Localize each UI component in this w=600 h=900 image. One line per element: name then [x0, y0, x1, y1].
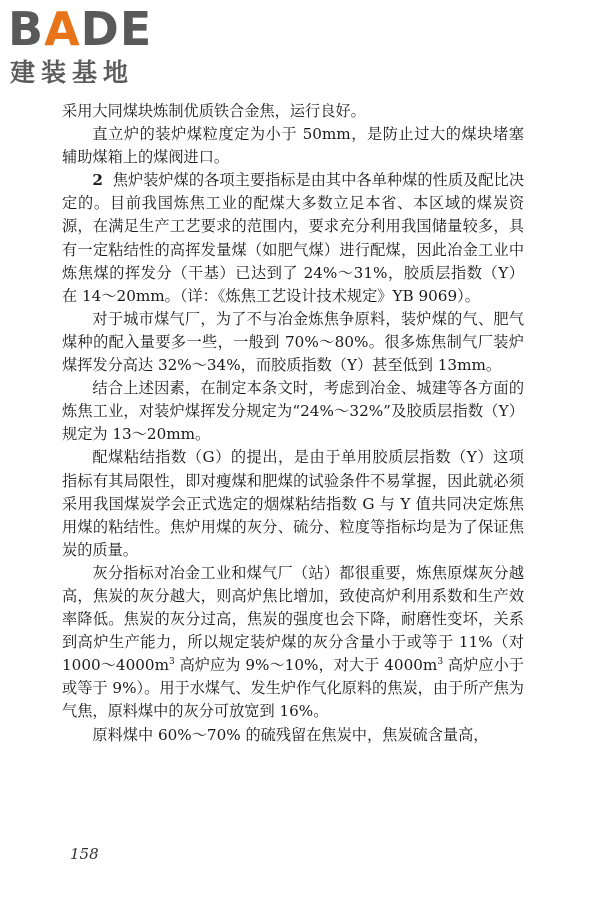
paragraph-6: 配煤粘结指数（G）的提出，是由于单用胶质层指数（Y）这项指标有其局限性，即对瘦煤和肥煤的试验条件不易掌握，因此就必须采用我国煤炭学会正式选定的烟煤粘结指数 G 与 Y 值共同决定炼焦用煤的粘结性。焦炉用煤的灰分、硫分、粒度等指标均是为了保证焦炭的质量。	[62, 448, 524, 559]
bade-logo	[8, 4, 183, 90]
paragraph-5: 结合上述因素，在制定本条文时，考虑到冶金、城建等各方面的炼焦工业，对装炉煤挥发分规定为“24%～32%”及胶质层指数（Y）规定为 13～20mm。	[62, 379, 524, 444]
paragraph-4: 对于城市煤气厂，为了不与冶金炼焦争原料，装炉煤的气、肥气煤种的配入量要多一些，一般到 70%～80%。很多炼焦制气厂装炉煤挥发分高达 32%～34%，而胶质指数（Y）甚至低到 13mm。	[62, 309, 524, 375]
paragraph-3-text: 焦炉装炉煤的各项主要指标是由其中各单种煤的性质及配比决定的。目前我国炼焦工业的配煤大多数立足本省、本区域的煤炭资源，在满足生产工艺要求的范围内，要求充分利用我国储量较多，具有一定粘结性的高挥发量煤（如肥气煤）进行配煤，因此冶金工业中炼焦煤的挥发分（干基）已达到了 24%～31%，胶质层指数（Y）在 14～20mm。（详：《炼焦工艺设计技术规定》YB 9069）。	[62, 171, 524, 305]
logo-subtitle: 建装基地	[10, 58, 135, 87]
paragraph-2: 直立炉的装炉煤粒度定为小于 50mm，是防止过大的煤块堵塞辅助煤箱上的煤阀进口。	[62, 125, 524, 167]
paragraph-3	[62, 169, 524, 308]
clause-number: 2	[92, 171, 103, 190]
logo-wordmark: BADE	[8, 2, 153, 56]
document-body	[62, 100, 524, 747]
page-number: 158	[70, 845, 99, 863]
paragraph-7: 灰分指标对冶金工业和煤气厂（站）都很重要，炼焦原煤灰分越高，焦炭的灰分越大，则高炉焦比增加，致使高炉利用系数和生产效率降低。焦炭的灰分过高，焦炭的强度也会下降，耐磨性变坏，关系到高炉生产能力，所以规定装炉煤的灰分含量小于或等于 11%（对 $1000\sim 4000m^3$ 高炉应为 9%～10%，对大于 $4000m^3$ 高炉应小于或等于 9%）。用于水煤气、发生炉作气化原料的焦炭，由于所产焦为气焦，原料煤中的灰分可放宽到 16%。	[62, 563, 524, 721]
paragraph-1: 采用大同煤块炼制优质铁合金焦，运行良好。	[62, 102, 366, 120]
paragraph-8: 原料煤中 60%～70% 的硫残留在焦炭中，焦炭硫含量高，	[92, 725, 489, 744]
